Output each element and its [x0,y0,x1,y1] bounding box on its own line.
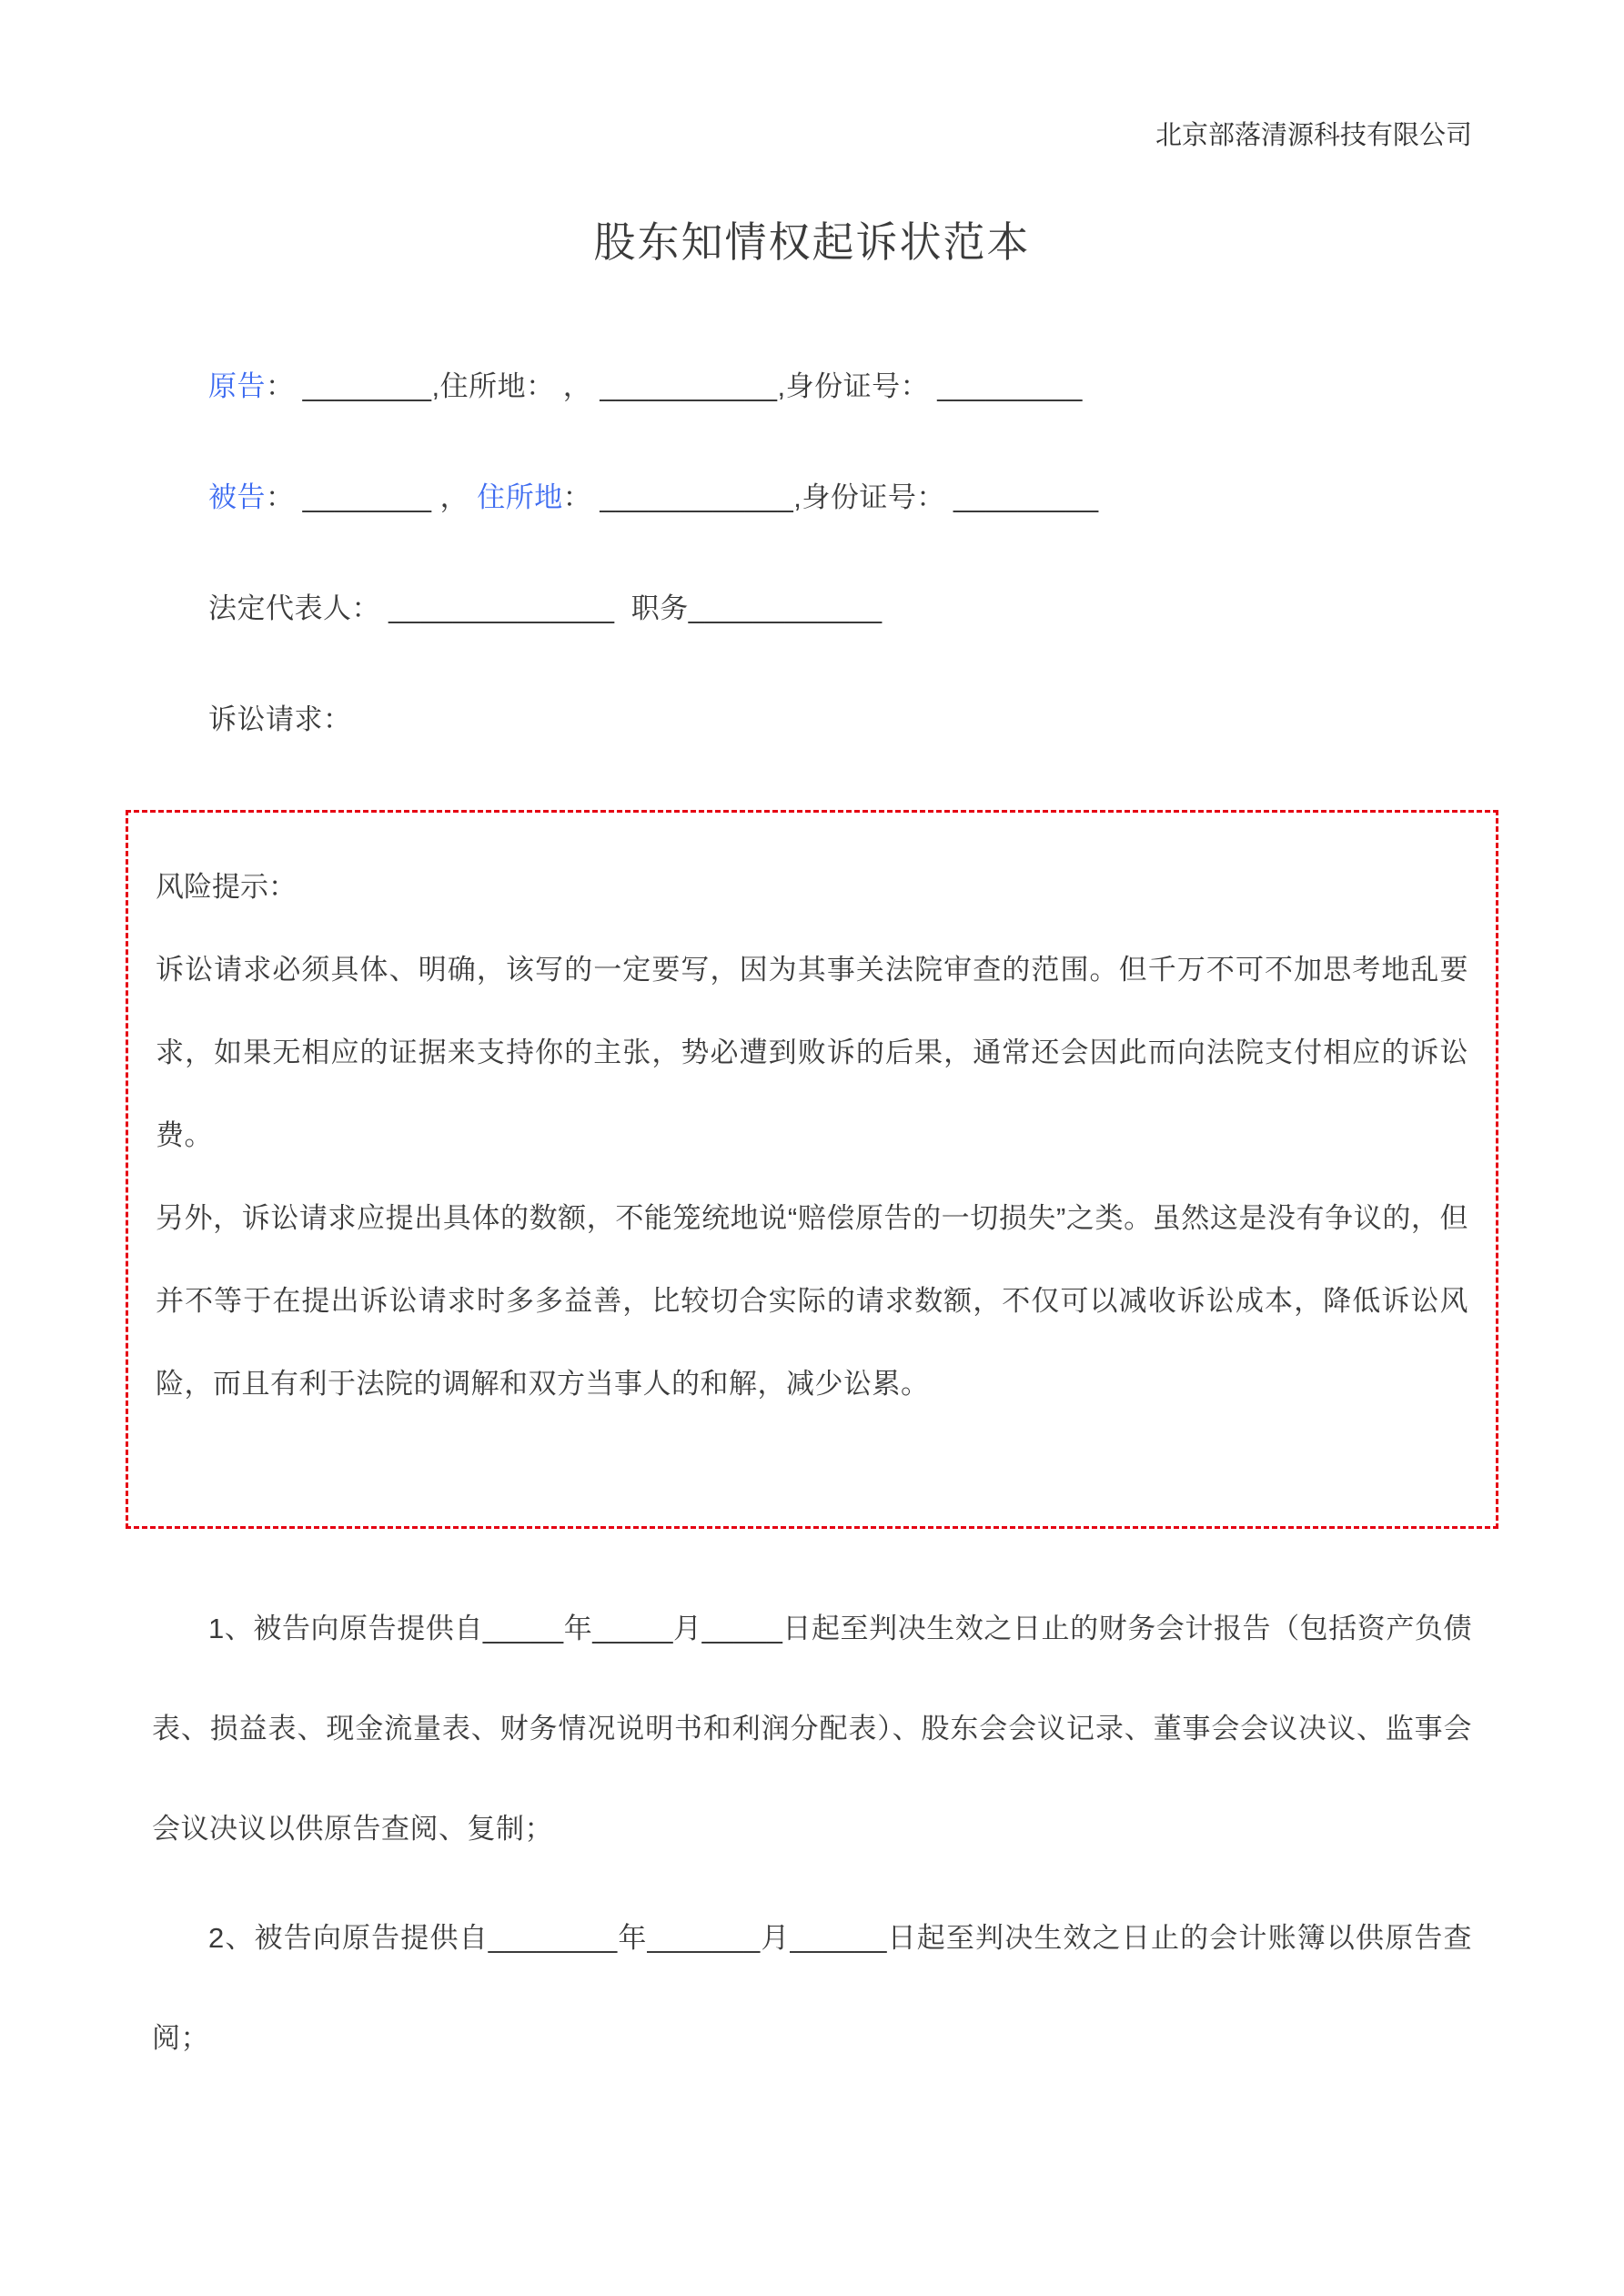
risk-warning-paragraph: 另外，诉讼请求应提出具体的数额，不能笼统地说“赔偿原告的一切损失”之类。虽然这是没有争议的，但并不等于在提出诉讼请求时多多益善，比较切合实际的请求数额，不仅可以减收诉讼成本，降低诉讼风险，而且有利于法院的调解和双方当事人的和解，减少讼累。 [156,1202,1468,1400]
defendant-residence-label: 住所地 [477,481,563,513]
plaintiff-label: 原告 [208,370,266,402]
legal-representative-line: 法定代表人： ______________ 职务____________ [208,592,883,624]
defendant-label: 被告 [208,481,266,513]
page-title: 股东知情权起诉状范本 [593,218,1031,266]
risk-warning-heading: 风险提示： [156,871,297,903]
risk-warning-paragraph: 诉讼请求必须具体、明确，该写的一定要写，因为其事关法院审查的范围。但千万不可不加思考地乱要求，如果无相应的证据来支持你的主张，势必遭到败诉的后果，通常还会因此而向法院支付相应的诉讼费。 [156,954,1468,1151]
defendant-blank: ： ________ ， [266,481,478,513]
claim-item-1: 1、被告向原告提供自_____年_____月_____日起至判决生效之日止的财务会计报告（包括资产负债表、损益表、现金流量表、财务情况说明书和利润分配表）、股东会会议记录、董事会会议决议、监事会会议决议以供原告查阅、复制； [152,1613,1472,1845]
plaintiff-blank-fields: ： ________,住所地： ， ___________,身份证号： _________ [266,370,1083,402]
claim-heading: 诉讼请求： [208,703,352,735]
defendant-blank-fields: ： ____________,身份证号： _________ [562,481,1099,513]
plaintiff-line [152,368,1472,406]
risk-warning-box [126,810,1498,1529]
company-header: 北京部落清源科技有限公司 [1155,121,1472,150]
claim-item-2: 2、被告向原告提供自________年_______月______日起至判决生效之日止的会计账簿以供原告查阅； [152,1922,1472,2054]
defendant-line [152,479,1472,517]
